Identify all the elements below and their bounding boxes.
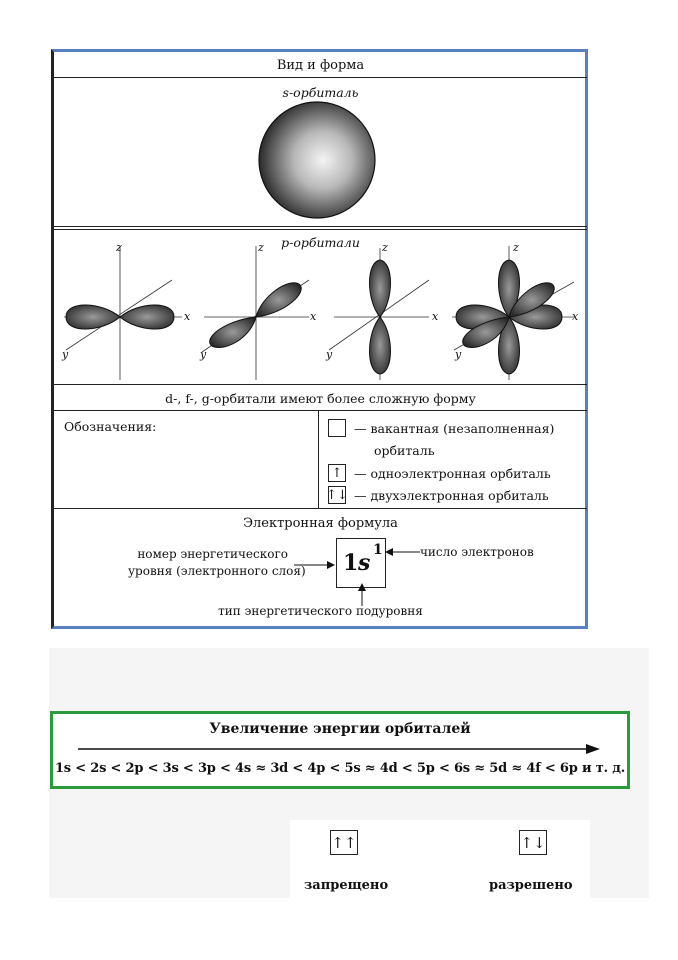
axis-label-z: z — [116, 241, 122, 254]
allowed-label: разрешено — [489, 878, 573, 893]
forbidden-label: запрещено — [304, 878, 389, 893]
divider — [318, 410, 319, 508]
s-orbital-sphere — [259, 102, 375, 218]
p-orbitals-diagram — [54, 240, 587, 382]
divider — [54, 226, 587, 227]
s-orbital-title: s-орбиталь — [282, 85, 359, 100]
formula-superscript: 1 — [373, 542, 383, 558]
formula-sublevel: s — [358, 550, 371, 576]
energy-title: Увеличение энергии орбиталей — [209, 721, 471, 737]
legend-vacant-2: орбиталь — [374, 443, 435, 458]
formula-level-number: 1 — [343, 550, 359, 576]
axis-label-x: x — [572, 310, 579, 323]
divider — [54, 384, 587, 385]
py-orbital — [202, 246, 309, 380]
axis-label-y: y — [326, 348, 333, 361]
axis-label-z: z — [513, 241, 519, 254]
formula-level-label: номер энергетического — [137, 547, 288, 561]
divider — [54, 410, 587, 411]
divider — [54, 229, 587, 230]
legend-title: Обозначения: — [64, 419, 157, 434]
divider — [54, 77, 587, 78]
formula-level-label-2: уровня (электронного слоя) — [128, 564, 306, 578]
axis-label-x: x — [432, 310, 439, 323]
allowed-orbital-box: ↑↓ — [519, 830, 547, 855]
s-orbital-diagram — [255, 100, 380, 220]
legend-one-electron: — одноэлектронная орбиталь — [354, 466, 551, 481]
vacant-orbital-box — [328, 419, 346, 437]
legend-two-electron: — двухэлектронная орбиталь — [354, 488, 549, 503]
px-orbital — [64, 246, 182, 380]
formula-electrons-label: число электронов — [420, 545, 534, 559]
table-header: Вид и форма — [276, 58, 365, 73]
axis-label-x: x — [310, 310, 317, 323]
axis-label-z: z — [382, 241, 388, 254]
p-orbitals-combined — [452, 246, 574, 380]
axis-label-x: x — [184, 310, 191, 323]
two-electron-box: ↑↓ — [326, 487, 348, 503]
axis-label-z: z — [258, 241, 264, 254]
axis-label-y: y — [200, 348, 207, 361]
energy-sequence: 1s < 2s < 2p < 3s < 3p < 4s ≈ 3d < 4p < 5s ≈ 4d < 5p < 6s ≈ 5d ≈ 4f < 6p и т. д. — [54, 761, 626, 776]
forbidden-orbital-box: ↑↑ — [330, 830, 358, 855]
legend-vacant: — вакантная (незаполненная) — [354, 421, 555, 436]
formula-title: Электронная формула — [243, 516, 398, 531]
energy-arrow — [74, 742, 604, 756]
divider — [54, 508, 587, 509]
formula-arrows — [280, 540, 430, 610]
axis-label-y: y — [455, 348, 462, 361]
axis-label-y: y — [62, 348, 69, 361]
p-orbitals-title: p-орбитали — [281, 235, 360, 250]
pz-orbital — [329, 248, 429, 380]
formula-sublevel-type-label: тип энергетического подуровня — [218, 604, 423, 618]
one-electron-box: ↑ — [328, 464, 346, 482]
dfg-note: d-, f-, g-орбитали имеют более сложную форму — [165, 391, 476, 406]
